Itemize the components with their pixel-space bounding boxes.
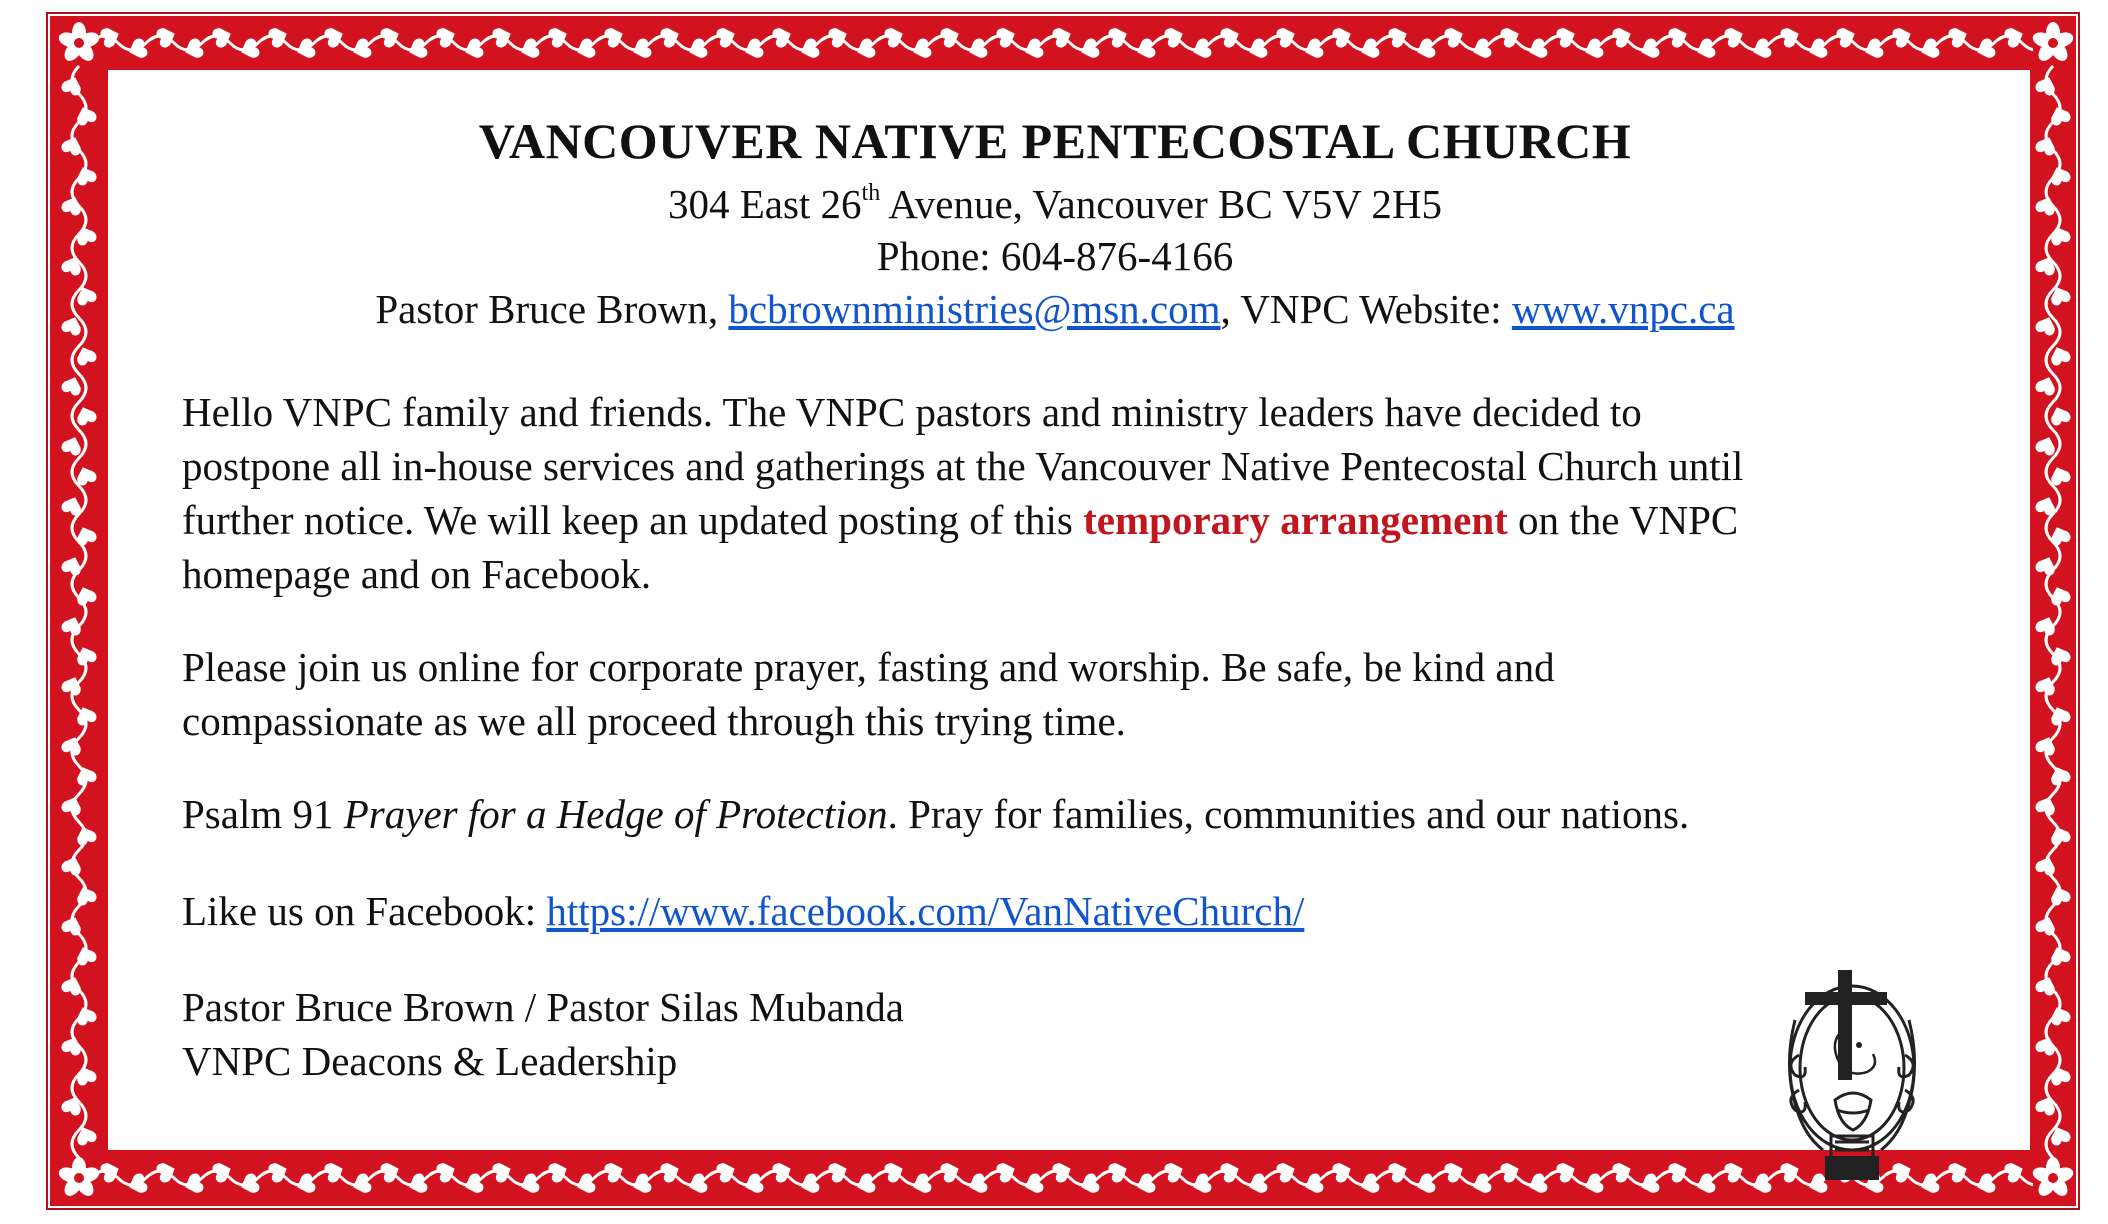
- psalm-line: Psalm 91 Prayer for a Hedge of Protection. Pray for families, communities and our nations.: [182, 791, 1690, 837]
- temporary-arrangement-highlight: temporary arrangement: [1083, 497, 1508, 543]
- paragraph-line: homepage and on Facebook.: [182, 551, 652, 597]
- facebook-link[interactable]: https://www.facebook.com/VanNativeChurch/: [546, 888, 1305, 934]
- pastor-contact-line: Pastor Bruce Brown, bcbrownministries@msn.com, VNPC Website: www.vnpc.ca: [375, 286, 1735, 332]
- website-link[interactable]: www.vnpc.ca: [1511, 286, 1735, 332]
- paragraph-line: Please join us online for corporate prayer, fasting and worship. Be safe, be kind and: [182, 644, 1555, 690]
- pastor-email-link[interactable]: bcbrownministries@msn.com: [728, 286, 1221, 332]
- paragraph-line: Hello VNPC family and friends. The VNPC pastors and ministry leaders have decided to: [182, 389, 1642, 435]
- church-address: 304 East 26th Avenue, Vancouver BC V5V 2H5: [667, 180, 1443, 227]
- church-title: VANCOUVER NATIVE PENTECOSTAL CHURCH: [478, 113, 1632, 169]
- signature-leadership: VNPC Deacons & Leadership: [182, 1038, 678, 1084]
- paragraph-line: compassionate as we all proceed through this trying time.: [182, 698, 1126, 744]
- facebook-line: Like us on Facebook: https://www.facebook.com/VanNativeChurch/: [182, 888, 1305, 934]
- paragraph-line: postpone all in-house services and gatherings at the Vancouver Native Pentecostal Church until: [182, 443, 1744, 489]
- notice-content: [110, 72, 2000, 1152]
- church-logo-icon: [1775, 960, 1930, 1195]
- signature-pastors: Pastor Bruce Brown / Pastor Silas Mubanda: [182, 984, 904, 1030]
- church-phone: Phone: 604-876-4166: [876, 233, 1234, 279]
- paragraph-line: further notice. We will keep an updated posting of this temporary arrangement on the VNPC: [182, 497, 1739, 543]
